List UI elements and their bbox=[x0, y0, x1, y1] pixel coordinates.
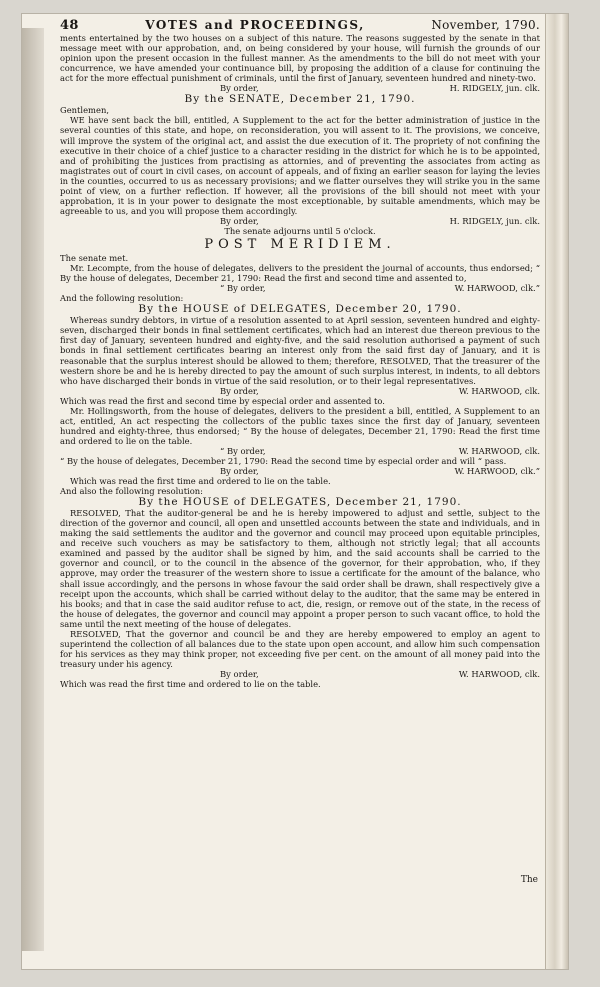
clerk-signature: W. HARWOOD, clk.” bbox=[454, 283, 540, 294]
signature-line bbox=[60, 83, 540, 93]
body-text bbox=[60, 33, 540, 689]
section-heading: By the HOUSE of DELEGATES, December 20, 1790. bbox=[138, 303, 462, 316]
text-column bbox=[60, 20, 540, 689]
by-order-label: By order, bbox=[220, 385, 259, 396]
clerk-signature: H. RIDGELY, jun. clk. bbox=[449, 215, 540, 226]
signature-line bbox=[60, 283, 540, 293]
by-order-label: By order, bbox=[220, 668, 259, 679]
paragraph: Mr. Hollingsworth, from the house of delegates, delivers to the president a bill, entitled, A Supplement to an act, entitled, An act respecting the collectors of the public taxes since the first day of January, seventeen hundred and eighty-three, thus endorsed; “ By the house of delegates, December 21, 1790: Read the first time and ordered to lie on the table. bbox=[60, 405, 540, 446]
running-header bbox=[60, 20, 540, 31]
clerk-signature: W. HARWOOD, clk. bbox=[458, 385, 540, 396]
signature-line bbox=[60, 466, 540, 476]
paragraph: The senate met. bbox=[60, 253, 129, 264]
paragraph: RESOLVED, That the auditor-general be and he is hereby impowered to adjust and settle, subject to the direction of the governor and council, all open and unsettled accounts between the state and individuals, and in making the said settlements the auditor and the governor and council may proceed upon equitable principles, and receive such vouchers as may be satisfactory to them, although not strictly legal; that all accounts examined and passed by the auditor shall be signed by him, and the said accounts shall be carried to the governor and council, or to the council in the absence of the governor, for their approbation, who, if they approve, may order the treasurer of the western shore to issue a certificate for the amount of the balance, who shall issue accordingly, and the persons in whose favour the said order shall be drawn, shall respectively give a receipt upon the accounts, which shall be carried without delay to the auditor, that the same may be entered in his books; and that in case the said auditor refuse to act, die, resign, or remove out of the state, in the recess of the house of delegates, the governor and council may appoint a proper person to such vacant office, to hold the same until the next meeting of the house of delegates. bbox=[60, 508, 540, 629]
section-heading: By the HOUSE of DELEGATES, December 21, 1790. bbox=[138, 496, 462, 509]
by-order-label: By order, bbox=[220, 466, 259, 477]
paragraph: ments entertained by the two houses on a subject of this nature. The reasons suggested by the senate in that message meet with our approbation, and, on being considered by your house, will furnish the grounds of our opinion upon the present occasion in the fullest manner. As the amendments to the bill do not meet with your concurrence, we have amended your continuance bill, by proposing the addition of a clause for continuing the act for the more effectual punishment of criminals, until the first of January, seventeen hundred and ninety-two. bbox=[60, 33, 540, 84]
session-heading: POST MERIDIEM. bbox=[204, 236, 396, 252]
paragraph: Gentlemen, bbox=[60, 105, 109, 116]
by-order-label: By order, bbox=[220, 83, 259, 94]
paragraph: And the following resolution: bbox=[60, 293, 184, 304]
binding-gutter bbox=[22, 28, 44, 951]
clerk-signature: W. HARWOOD, clk.” bbox=[454, 466, 540, 477]
by-order-label: “ By order, bbox=[220, 445, 266, 456]
signature-line bbox=[60, 216, 540, 226]
paragraph: Which was read the first time and ordered to lie on the table. bbox=[70, 476, 331, 487]
paragraph: Which was read the first and second time by especial order and assented to. bbox=[60, 395, 385, 406]
paragraph: WE have sent back the bill, entitled, A Supplement to the act for the better administration of justice in the several counties of this state, and hope, on reconsideration, you will assent to it. The provisions, we conceive, will improve the system of the original act, and assist the due execution of it. The propriety of not confining the executive in their choice of a chief justice to a character residing in the district for which he is to be appointed, and of prohibiting the justices from practising as attornies, and of preventing the associates from acting as magistrates out of court in civil cases, on account of appeals, and of fixing an earlier season for laying the levies in the counties, occurred to us as necessary provisions; and we flatter ourselves they will strike you in the same point of view, on a further reflection. If however, all the provisions of the bill should not meet with your approbation, it is in your power to designate the most exceptionable, by suitable amendments, which may be agreeable to us, and you will propose them accordingly. bbox=[60, 115, 540, 216]
paragraph: Which was read the first time and ordered to lie on the table. bbox=[60, 679, 321, 689]
paragraph: Whereas sundry debtors, in virtue of a resolution assented to at April session, seventeen hundred and eighty-seven, discharged their bonds in final settlement certificates, which had an interest due thereon previous to the first day of January, seventeen hundred and eighty-five, and the said resolution authorised a payment of such bonds in final settlement certificates bearing an interest only from the said first day of January, and it is reasonable that the surplus interest should be allowed to them; therefore, RESOLVED, That the treasurer of the western shore be and he is hereby directed to pay the amount of such surplus interest, in indents, to all debtors who have discharged their bonds in virtue of the said resolution, or to their legal representatives. bbox=[60, 315, 540, 386]
clerk-signature: W. HARWOOD, clk. bbox=[458, 445, 540, 456]
catchword: The bbox=[520, 875, 538, 885]
document-page bbox=[22, 14, 568, 969]
running-title: VOTES and PROCEEDINGS, bbox=[145, 18, 365, 32]
centered-note: The senate adjourns until 5 o'clock. bbox=[224, 225, 376, 236]
clerk-signature: H. RIDGELY, jun. clk. bbox=[449, 83, 540, 94]
paragraph: And also the following resolution: bbox=[60, 486, 203, 497]
section-heading: By the SENATE, December 21, 1790. bbox=[184, 93, 416, 106]
header-date: November, 1790. bbox=[431, 18, 540, 32]
signature-line bbox=[60, 446, 540, 456]
by-order-label: “ By order, bbox=[220, 283, 266, 294]
signature-line bbox=[60, 386, 540, 396]
page-number: 48 bbox=[60, 18, 79, 33]
page-edge bbox=[545, 14, 568, 969]
paragraph: RESOLVED, That the governor and council be and they are hereby empowered to employ an agent to superintend the collection of all balances due to the state upon open account, and allow him such compensation for his services as they may think proper, not exceeding five per cent. on the amount of all money paid into the treasury under his agency. bbox=[60, 628, 540, 669]
by-order-label: By order, bbox=[220, 215, 259, 226]
paragraph: Mr. Lecompte, from the house of delegates, delivers to the president the journal of accounts, thus endorsed; “ By the house of delegates, December 21, 1790: Read the first and second time and assented to, bbox=[60, 263, 540, 284]
signature-line bbox=[60, 669, 540, 679]
paragraph: “ By the house of delegates, December 21, 1790: Read the second time by especial order and will “ pass. bbox=[60, 455, 507, 466]
clerk-signature: W. HARWOOD, clk. bbox=[458, 668, 540, 679]
